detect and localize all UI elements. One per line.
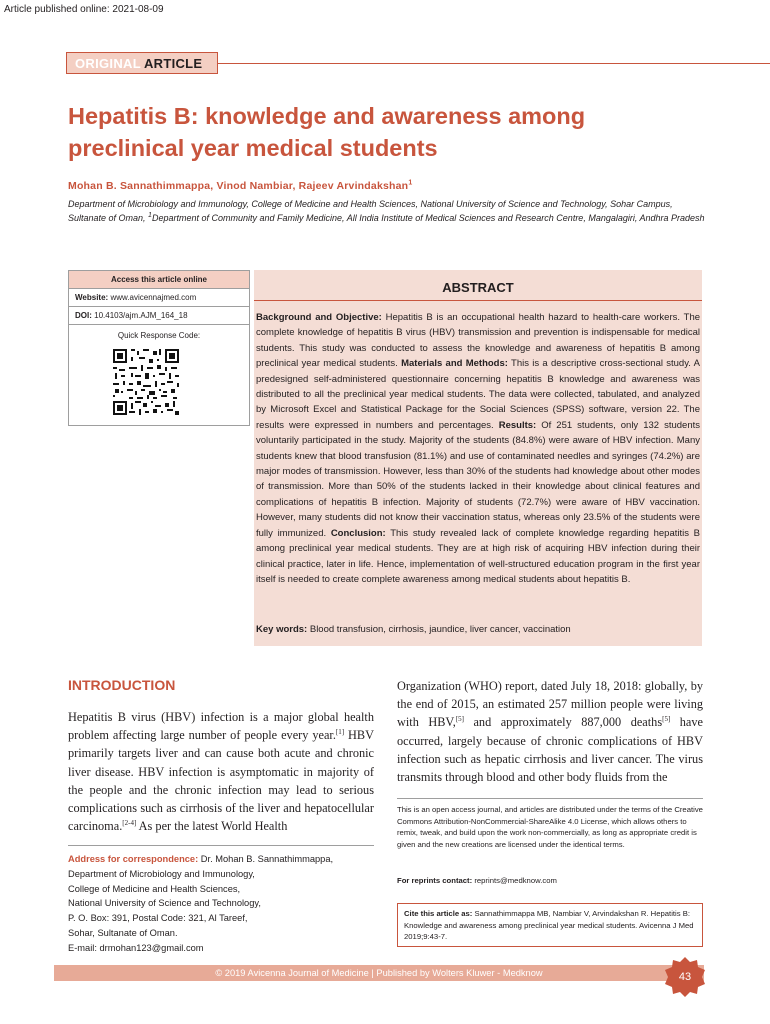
correspondence-line: Department of Microbiology and Immunology, <box>68 868 255 879</box>
access-heading: Access this article online <box>69 271 249 289</box>
section-label-word2: ARTICLE <box>143 55 203 71</box>
correspondence-line: College of Medicine and Health Sciences, <box>68 883 241 894</box>
keywords-text: Blood transfusion, cirrhosis, jaundice, liver cancer, vaccination <box>307 624 571 635</box>
abstract-results: Of 251 students, only 132 students voluntarily participated in the study. Majority of the students (84.8%) were aware of HBV infection. Many students knew that blood transfusion (81.1%) and use of contaminated needles and syringes (74.2%) are major modes of transmission. However, less than 30% of the students had knowledge about other modes of transmission. More than 50% of the students lacked in their knowledge about clinical features and complications of hepatitis B infection. Majority of students (72.7%) were aware of HBV vaccination. However, many students did not know their vaccination status, whereas only 23.5% of the students were fully immunized. <box>256 419 700 539</box>
intro-p2b: and approximately 887,000 deaths <box>463 715 663 730</box>
doi-label: DOI: <box>75 311 92 320</box>
abstract-background: Hepatitis B is an occupational health hazard to health-care workers. The complete knowledge of hepatitis B virus (HBV) transmission and prevention is indispensable for medical students. This study was conducted to assess the knowledge and awareness of hepatitis B among preclinical year medical students. <box>256 312 701 370</box>
affiliation-sup: 1 <box>148 212 152 219</box>
footer-bar: © 2019 Avicenna Journal of Medicine | Published by Wolters Kluwer - Medknow <box>54 965 704 981</box>
access-online-box <box>68 270 250 426</box>
introduction-heading: INTRODUCTION <box>68 677 176 693</box>
abstract-body <box>256 310 700 587</box>
intro-p1a: Hepatitis B virus (HBV) infection is a major global health problem affecting large number of people every year. <box>68 710 374 743</box>
section-label-word1: ORIGINAL <box>75 55 141 71</box>
cite-label: Cite this article as: <box>404 909 473 918</box>
published-online-date: Article published online: 2021-08-09 <box>4 4 164 15</box>
introduction-paragraph-right <box>397 677 703 786</box>
correspondence-line: Sohar, Sultanate of Oman. <box>68 927 178 938</box>
abstract-panel <box>254 270 702 646</box>
correspondence-block <box>68 852 374 956</box>
license-text: This is an open access journal, and articles are distributed under the terms of the Creative Commons Attribution-NonCommercial-ShareAlike 4.0 License, which allows others to remix, tweak, and build upon the work non-commercially, as long as appropriate credit is given and the new creations are licensed under the identical terms. <box>397 805 703 849</box>
authors-text: Mohan B. Sannathimmappa, Vinod Nambiar, Rajeev Arvindakshan <box>68 180 409 192</box>
reprints-contact <box>397 876 557 885</box>
author-list <box>68 180 412 192</box>
website-label: Website: <box>75 293 109 302</box>
abstract-heading: ABSTRACT <box>442 280 514 295</box>
affiliation-part2: Department of Community and Family Medicine, All India Institute of Medical Sciences and Research Centre, Mangalagiri, Andhra Pradesh <box>151 213 705 223</box>
correspondence-divider <box>68 845 374 846</box>
section-label <box>66 52 770 78</box>
affiliations <box>68 197 708 225</box>
article-title: Hepatitis B: knowledge and awareness among preclinical year medical students <box>68 103 586 161</box>
correspondence-line: P. O. Box: 391, Postal Code: 321, Al Tareef, <box>68 913 248 924</box>
correspondence-label: Address for correspondence: <box>68 854 199 864</box>
keywords <box>256 624 571 635</box>
correspondence-email[interactable]: E-mail: drmohan123@gmail.com <box>68 942 204 953</box>
doi-row <box>69 307 249 325</box>
abstract-results-label: Results: <box>498 419 537 431</box>
intro-p1c: As per the latest World Health <box>136 819 288 834</box>
section-rule <box>218 63 770 64</box>
website-row <box>69 289 249 307</box>
abstract-conclusion: This study revealed lack of complete knowledge regarding hepatitis B among preclinical year medical students. They are at high risk of acquiring HBV infection during their clinical practice, later in life. Hence, implementation of well-structured education program in the first year itself is needed to create complete awareness among medical students about hepatitis B. <box>256 527 700 585</box>
cite-box <box>397 903 703 947</box>
affiliation-part1: Department of Microbiology and Immunology, College of Medicine and Health Sciences, National University of Science and Technology, Sohar Campus, Sultanate of Oman, <box>68 199 673 223</box>
correspondence-name: Dr. Mohan B. Sannathimmappa, <box>198 854 334 864</box>
abstract-rule <box>254 300 702 301</box>
abstract-methods: This is a descriptive cross-sectional study. A predesigned self-administered questionnaire concerning hepatitis B knowledge and awareness was distributed to all the preclinical year medical students. The data were collected, tabulated, and analyzed by Microsoft Excel and Statistical Package for the Social Sciences (SPSS) software, version 22. The results were expressed in numbers and percentages. <box>256 358 700 431</box>
authors-sup: 1 <box>408 179 413 187</box>
cite-text: Sannathimmappa MB, Nambiar V, Arvindakshan R. Hepatitis B: Knowledge and awareness among preclinical year medical students. Avicenna J Med 2019;9:43-7. <box>404 909 694 942</box>
website-link[interactable]: www.avicennajmed.com <box>110 293 197 302</box>
license-divider <box>397 798 703 799</box>
intro-p1b: HBV primarily targets liver and can cause both acute and chronic liver disease. HBV infection is asymptomatic in majority of the people and the chronic infection may lead to serious complications such as cirrhosis of the liver and hepatocellular carcinoma. <box>68 728 374 834</box>
section-badge <box>66 52 218 74</box>
intro-ref-3[interactable]: [5] <box>455 715 464 724</box>
reprints-label: For reprints contact: <box>397 876 473 885</box>
abstract-conclusion-label: Conclusion: <box>330 527 386 539</box>
intro-ref-4[interactable]: [5] <box>662 715 671 724</box>
intro-ref-2[interactable]: [2-4] <box>122 819 137 828</box>
doi-link[interactable]: 10.4103/ajm.AJM_164_18 <box>94 311 188 320</box>
intro-p2c: have occurred, largely because of chronic complications of HBV infection such as hepatic cirrhosis and liver cancer. The virus transmits through blood and other body fluids from the <box>397 715 703 785</box>
correspondence-line: National University of Science and Technology, <box>68 898 261 909</box>
qr-code-icon[interactable] <box>111 347 181 417</box>
correspondence-heading-line <box>68 852 374 867</box>
abstract-methods-label: Materials and Methods: <box>401 358 508 370</box>
page-number: 43 <box>678 971 692 983</box>
qr-label: Quick Response Code: <box>117 331 201 340</box>
intro-p2a: Organization (WHO) report, dated July 18, 2018: globally, by the end of 2015, an estimated 257 million people were living with HBV, <box>397 679 703 730</box>
keywords-label: Key words: <box>256 624 308 635</box>
abstract-background-label: Background and Objective: <box>256 312 382 323</box>
intro-ref-1[interactable]: [1] <box>335 728 345 737</box>
reprints-email[interactable]: reprints@medknow.com <box>472 876 557 885</box>
introduction-paragraph-left <box>68 708 374 835</box>
